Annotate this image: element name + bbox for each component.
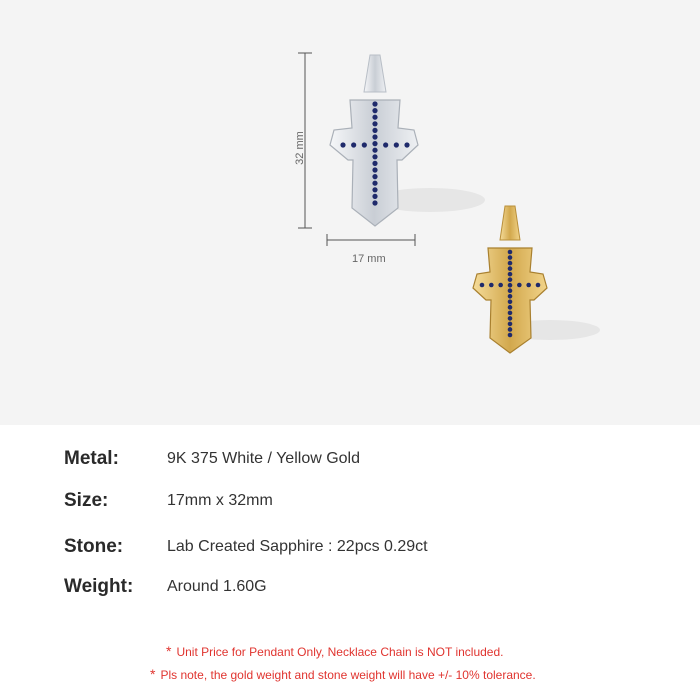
sapphire-stone — [372, 174, 377, 179]
sapphire-stone — [508, 333, 513, 338]
sapphire-stone — [508, 277, 513, 282]
sapphire-stone — [372, 121, 377, 126]
spec-label: Size: — [64, 490, 109, 511]
sapphire-stone — [517, 283, 522, 288]
spec-label: Weight: — [64, 576, 134, 597]
spec-value: Around 1.60G — [167, 578, 267, 595]
sapphire-stone — [372, 161, 377, 166]
sapphire-stone — [372, 194, 377, 199]
sapphire-stone — [508, 288, 513, 293]
sapphire-stone — [372, 181, 377, 186]
sapphire-stone — [526, 283, 531, 288]
sapphire-stone — [508, 266, 513, 271]
spec-row-metal — [0, 448, 700, 478]
sapphire-stone — [372, 128, 377, 133]
sapphire-stone — [508, 316, 513, 321]
sapphire-stone — [372, 108, 377, 113]
sapphire-stone — [508, 250, 513, 255]
sapphire-stone — [372, 200, 377, 205]
sapphire-stone — [508, 294, 513, 299]
sapphire-stone — [362, 142, 367, 147]
spec-row-weight — [0, 576, 700, 606]
sapphire-stone — [508, 322, 513, 327]
height-dimension-label: 32 mm — [294, 131, 306, 165]
sapphire-stone — [372, 167, 377, 172]
sapphire-stone — [340, 142, 345, 147]
sapphire-stone — [508, 300, 513, 305]
spec-label: Stone: — [64, 536, 124, 557]
sapphire-stone — [372, 115, 377, 120]
note-asterisk: * — [166, 643, 172, 659]
note-weight-tolerance — [0, 666, 700, 682]
white-gold-cross — [330, 55, 485, 226]
note-text: Pls note, the gold weight and stone weight will have +/- 10% tolerance. — [160, 668, 536, 682]
sapphire-stone — [351, 142, 356, 147]
sapphire-stone — [372, 101, 377, 106]
spec-value: Lab Created Sapphire : 22pcs 0.29ct — [167, 538, 428, 555]
spec-row-stone — [0, 536, 700, 566]
sapphire-stone — [404, 142, 409, 147]
sapphire-stone — [508, 311, 513, 316]
sapphire-stone — [372, 148, 377, 153]
yellow-gold-cross — [473, 206, 600, 353]
sapphire-stone — [372, 154, 377, 159]
sapphire-stone — [498, 283, 503, 288]
sapphire-stone — [383, 142, 388, 147]
note-chain-not-included — [0, 643, 700, 659]
sapphire-stone — [508, 283, 513, 288]
sapphire-stone — [394, 142, 399, 147]
spec-row-size — [0, 490, 700, 520]
note-asterisk: * — [150, 666, 156, 682]
sapphire-stone — [489, 283, 494, 288]
spec-value: 9K 375 White / Yellow Gold — [167, 450, 361, 467]
sapphire-stone — [508, 327, 513, 332]
sapphire-stone — [508, 255, 513, 260]
sapphire-stone — [536, 283, 541, 288]
sapphire-stone — [508, 261, 513, 266]
sapphire-stone — [372, 141, 377, 146]
sapphire-stone — [480, 283, 485, 288]
sapphire-stone — [508, 305, 513, 310]
spec-label: Metal: — [64, 448, 119, 469]
width-dimension-line — [327, 234, 415, 246]
spec-value: 17mm x 32mm — [167, 492, 273, 509]
sapphire-stone — [372, 187, 377, 192]
sapphire-stone — [372, 134, 377, 139]
note-text: Unit Price for Pendant Only, Necklace Chain is NOT included. — [176, 645, 504, 659]
width-dimension-label: 17 mm — [352, 253, 386, 265]
sapphire-stone — [508, 272, 513, 277]
